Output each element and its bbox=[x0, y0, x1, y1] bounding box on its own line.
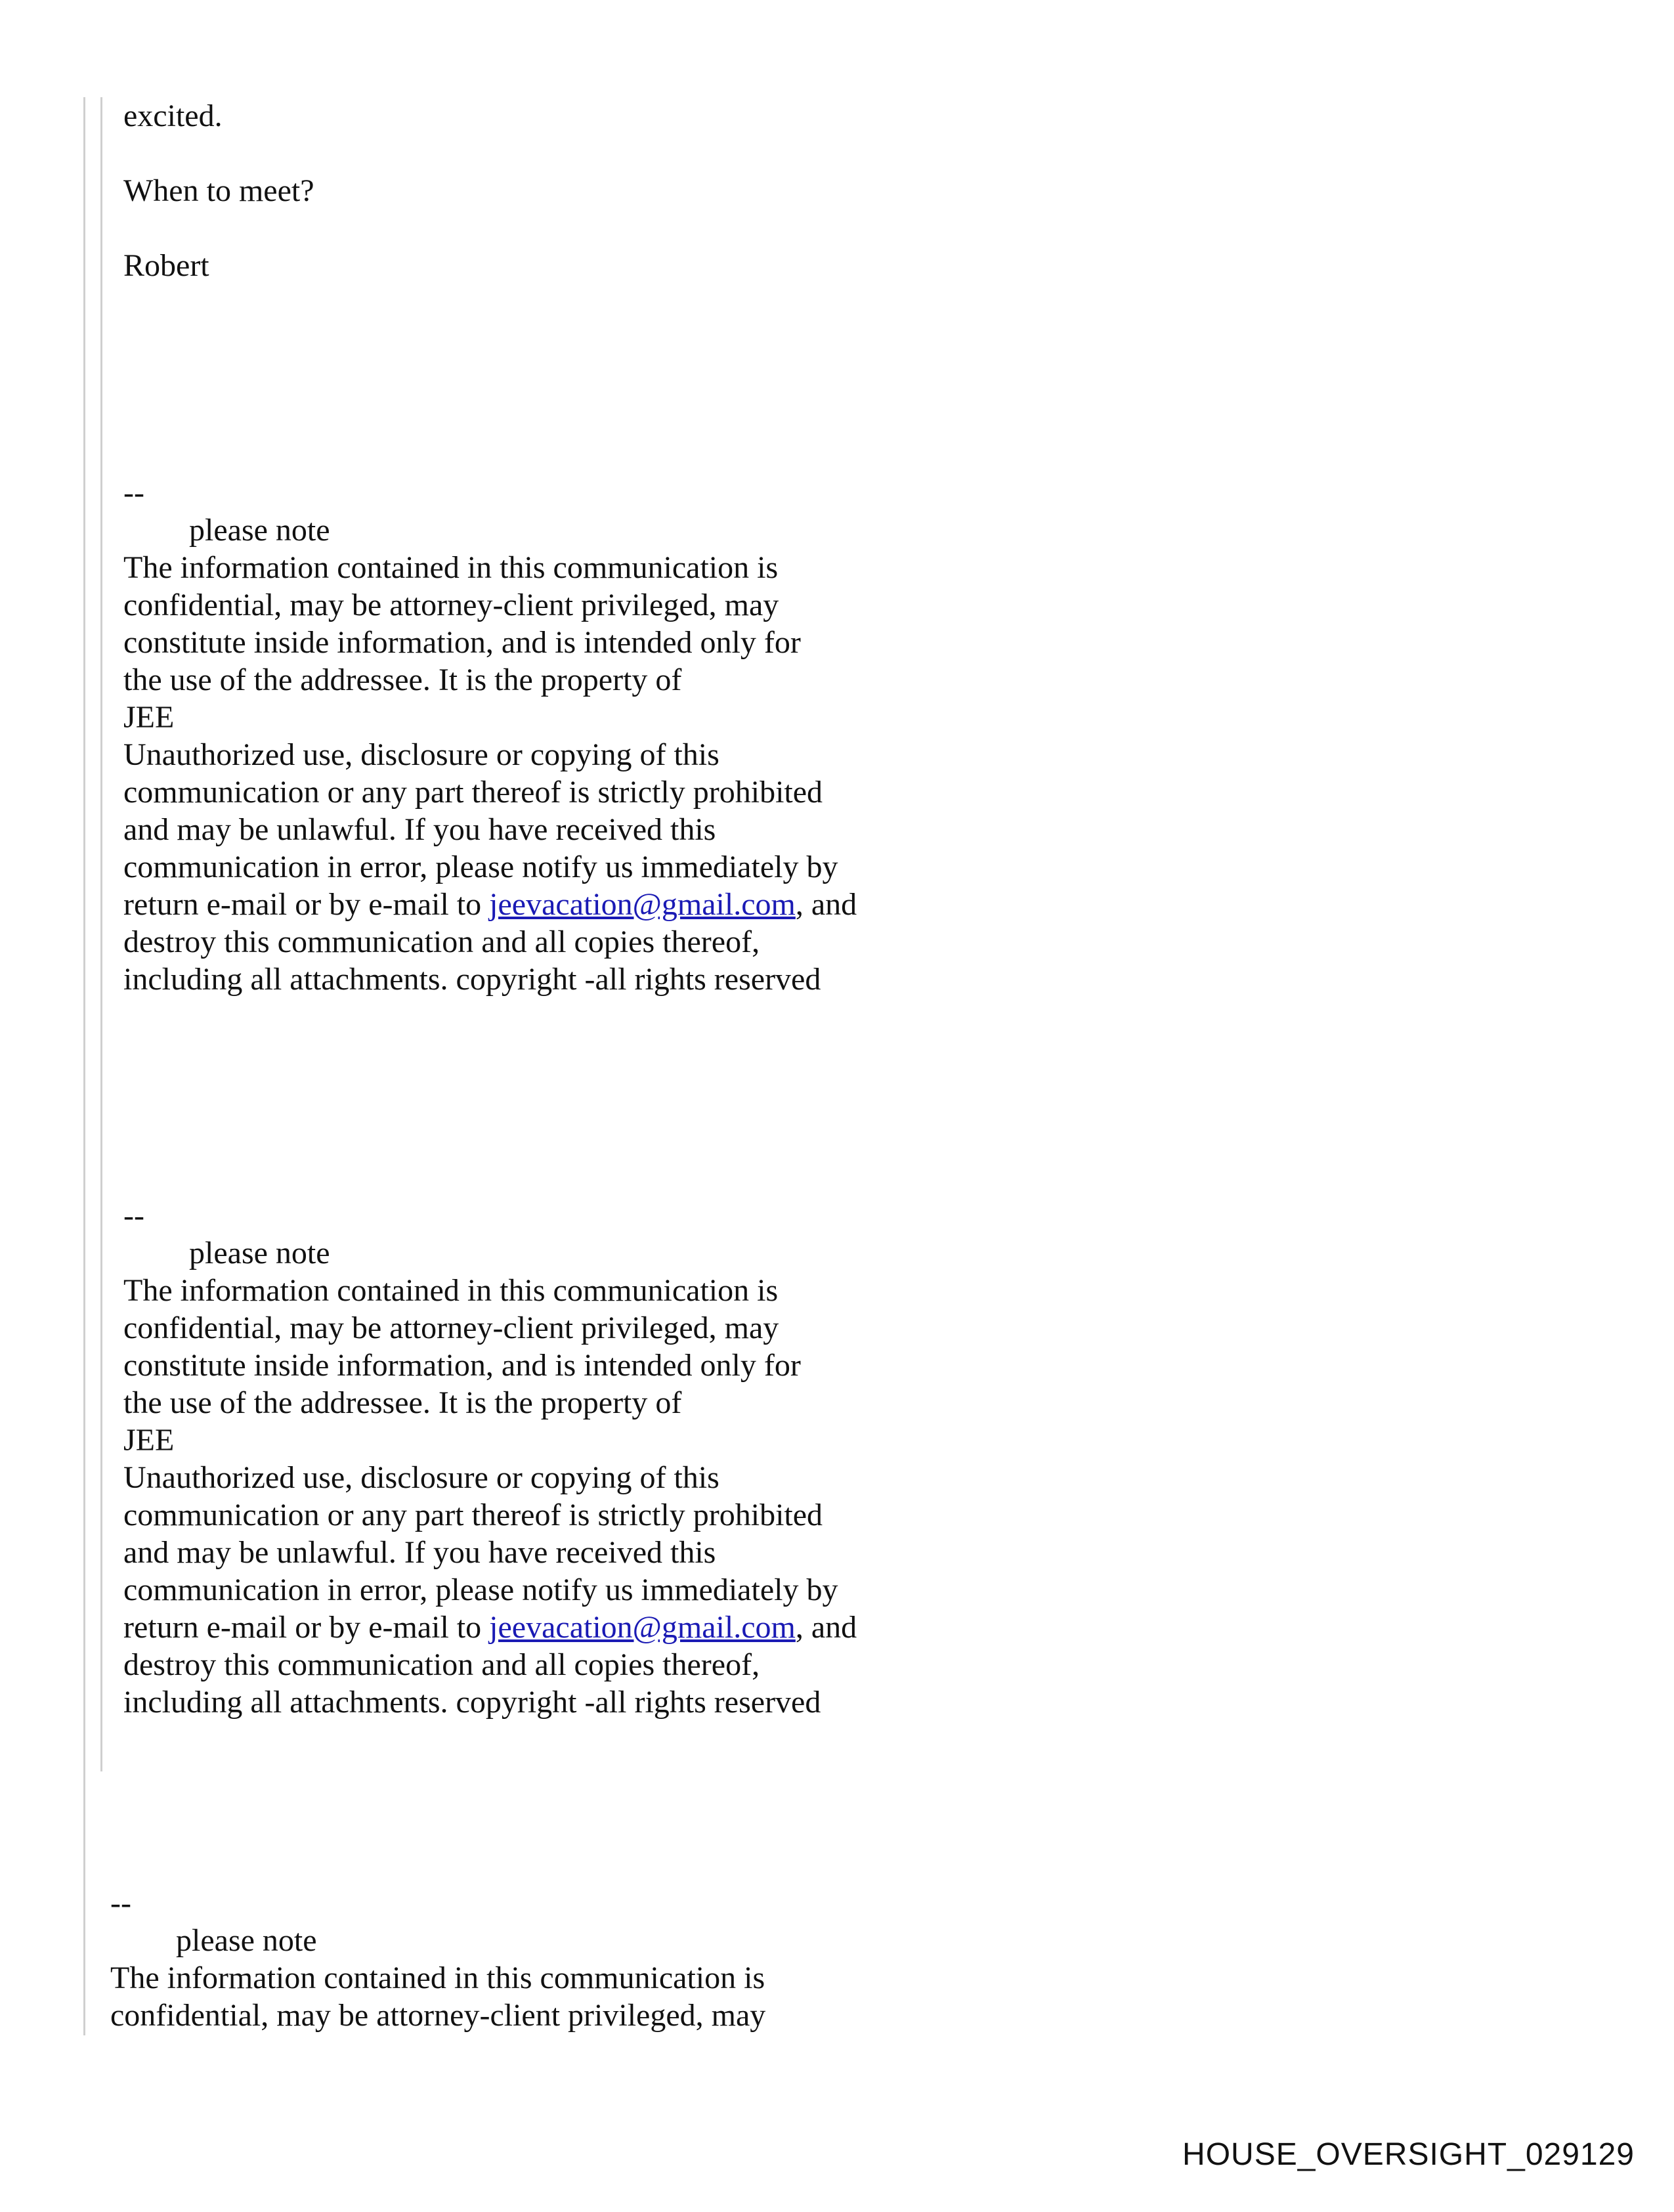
greeting-line-2: When to meet? bbox=[123, 173, 314, 208]
notice-line: including all attachments. copyright -all rights reserved bbox=[123, 1685, 821, 1720]
notice-line: The information contained in this communication is bbox=[110, 1961, 765, 1995]
notice-line: destroy this communication and all copies thereof, bbox=[123, 924, 760, 959]
quote-bar-outer bbox=[83, 97, 85, 2035]
notice-line: JEE bbox=[123, 700, 175, 735]
notice-line: confidential, may be attorney-client privileged, may bbox=[123, 1311, 779, 1345]
notice-line: The information contained in this communication is bbox=[123, 550, 779, 585]
notice-heading: please note bbox=[189, 513, 330, 548]
notice-line: Unauthorized use, disclosure or copying of this bbox=[123, 1460, 719, 1495]
notice-line: destroy this communication and all copies thereof, bbox=[123, 1647, 760, 1682]
notice-line: communication or any part thereof is strictly prohibited bbox=[123, 1498, 823, 1532]
email-link[interactable]: jeevacation@gmail.com bbox=[489, 1610, 796, 1645]
separator-dash: -- bbox=[123, 475, 144, 510]
quote-bar-inner bbox=[100, 97, 102, 1771]
notice-line: including all attachments. copyright -all rights reserved bbox=[123, 962, 821, 997]
notice-text: return e-mail or by e-mail to bbox=[123, 887, 490, 922]
notice-line: communication or any part thereof is strictly prohibited bbox=[123, 775, 823, 810]
separator-dash: -- bbox=[123, 1198, 144, 1233]
notice-line: confidential, may be attorney-client privileged, may bbox=[123, 588, 779, 622]
notice-line: the use of the addressee. It is the property of bbox=[123, 1385, 682, 1420]
notice-line: constitute inside information, and is intended only for bbox=[123, 1348, 801, 1383]
notice-line: constitute inside information, and is intended only for bbox=[123, 625, 801, 660]
notice-line: the use of the addressee. It is the property of bbox=[123, 662, 682, 697]
separator-dash: -- bbox=[110, 1886, 131, 1920]
notice-line: confidential, may be attorney-client privileged, may bbox=[110, 1998, 766, 2033]
notice-line: and may be unlawful. If you have received this bbox=[123, 812, 716, 847]
greeting-line-1: excited. bbox=[123, 98, 223, 133]
notice-text: , and bbox=[795, 1610, 857, 1645]
notice-line: The information contained in this communication is bbox=[123, 1273, 779, 1308]
notice-line: and may be unlawful. If you have received this bbox=[123, 1535, 716, 1570]
signature: Robert bbox=[123, 248, 209, 283]
notice-line-email bbox=[123, 1609, 857, 1646]
notice-heading: please note bbox=[176, 1923, 317, 1958]
notice-text: return e-mail or by e-mail to bbox=[123, 1610, 490, 1645]
notice-line-email bbox=[123, 886, 857, 923]
notice-text: , and bbox=[795, 887, 857, 922]
email-link[interactable]: jeevacation@gmail.com bbox=[489, 887, 796, 922]
notice-line: Unauthorized use, disclosure or copying of this bbox=[123, 737, 719, 772]
notice-line: communication in error, please notify us immediately by bbox=[123, 1572, 838, 1607]
notice-heading: please note bbox=[189, 1236, 330, 1270]
bates-number: HOUSE_OVERSIGHT_029129 bbox=[1182, 2137, 1635, 2172]
notice-line: communication in error, please notify us immediately by bbox=[123, 850, 838, 884]
notice-line: JEE bbox=[123, 1423, 175, 1458]
